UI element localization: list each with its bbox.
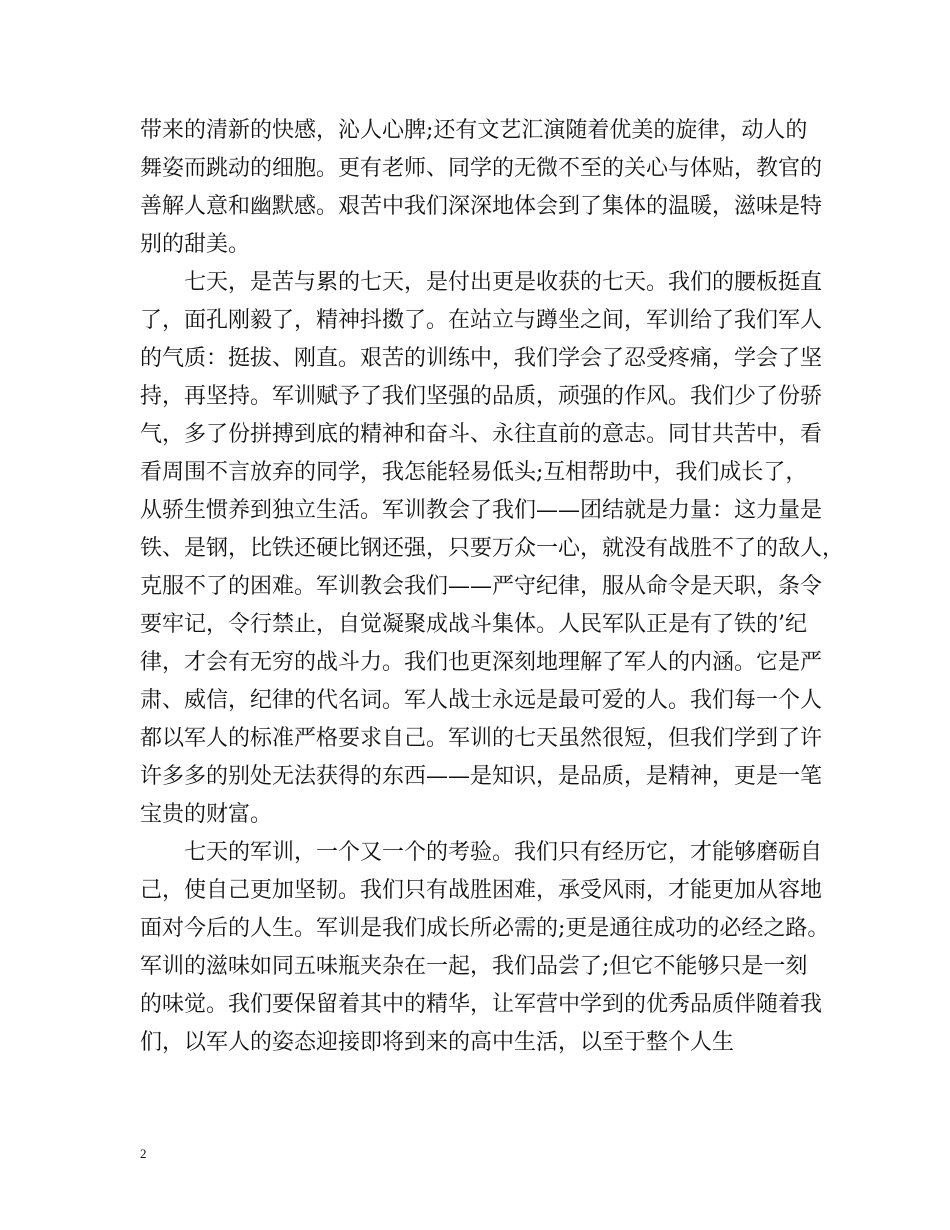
text-line: 带来的清新的快感，沁人心脾;还有文艺汇演随着优美的旋律，动人的 [140, 118, 808, 143]
text-line: 克服不了的困难。军训教会我们——严守纪律，服从命令是天职，条令 [140, 574, 823, 599]
text-line: 都以军人的标准严格要求自己。军训的七天虽然很短，但我们学到了许 [140, 726, 823, 751]
text-line: 善解人意和幽默感。艰苦中我们深深地体会到了集体的温暖，滋味是特 [140, 194, 823, 219]
text-line: 要牢记，令行禁止，自觉凝聚成战斗集体。人民军队正是有了铁的’纪 [140, 612, 807, 637]
text-line: 铁、是钢，比铁还硬比钢还强，只要万众一心，就没有战胜不了的敌人， [140, 536, 845, 561]
text-line: 律，才会有无穷的战斗力。我们也更深刻地理解了军人的内涵。它是严 [140, 650, 823, 675]
text-line: 气，多了份拼搏到底的精神和奋斗、永往直前的意志。同甘共苦中，看 [140, 422, 823, 447]
text-line: 了，面孔刚毅了，精神抖擞了。在站立与蹲坐之间，军训给了我们军人 [140, 308, 823, 333]
text-line: 宝贵的财富。 [140, 802, 273, 827]
text-line: 看周围不言放弃的同学，我怎能轻易低头;互相帮助中，我们成长了， [140, 460, 808, 485]
text-line: 己，使自己更加坚韧。我们只有战胜困难，承受风雨，才能更加从容地 [140, 878, 823, 903]
text-line: 别的甜美。 [140, 232, 251, 257]
text-line: 肃、威信，纪律的代名词。军人战士永远是最可爱的人。我们每一个人 [140, 688, 823, 713]
body-text [140, 112, 845, 1062]
text-line: 七天，是苦与累的七天，是付出更是收获的七天。我们的腰板挺直 [140, 270, 823, 295]
text-line: 持，再坚持。军训赋予了我们坚强的品质，顽强的作风。我们少了份骄 [140, 384, 823, 409]
text-line: 军训的滋味如同五味瓶夹杂在一起，我们品尝了;但它不能够只是一刻 [140, 954, 808, 979]
text-line: 面对今后的人生。军训是我们成长所必需的;更是通往成功的必经之路。 [140, 916, 830, 941]
text-line: 许多多的别处无法获得的东西——是知识，是品质，是精神，更是一笔 [140, 764, 823, 789]
text-line: 舞姿而跳动的细胞。更有老师、同学的无微不至的关心与体贴，教官的 [140, 156, 823, 181]
text-line: 七天的军训，一个又一个的考验。我们只有经历它，才能够磨砺自 [140, 840, 823, 865]
text-line: 们，以军人的姿态迎接即将到来的高中生活，以至于整个人生 [140, 1030, 735, 1055]
text-line: 的味觉。我们要保留着其中的精华，让军营中学到的优秀品质伴随着我 [140, 992, 823, 1017]
page-number: 2 [140, 1146, 147, 1161]
text-line: 从骄生惯养到独立生活。军训教会了我们——团结就是力量：这力量是 [140, 498, 823, 523]
text-line: 的气质：挺拔、刚直。艰苦的训练中，我们学会了忍受疼痛，学会了坚 [140, 346, 823, 371]
